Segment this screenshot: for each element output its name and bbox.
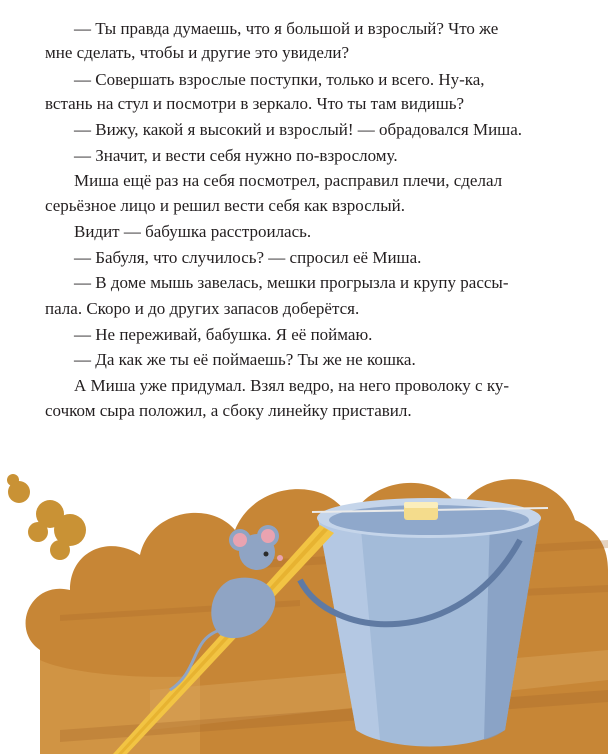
text-line-3: — Совершать взрослые поступки, только и всего. Ну-ка, xyxy=(74,70,485,89)
text-line-5: — Вижу, какой я высокий и взрослый! — обрадовался Миша. xyxy=(74,120,523,139)
text-line-6: — Значит, и вести себя нужно по-взрослому. xyxy=(74,146,398,165)
text-line-16: сочком сыра положил, а сбоку линейку приставил. xyxy=(45,401,412,420)
text-line-2: мне сделать, чтобы и другие это увидели? xyxy=(45,43,350,62)
text-line-14: — Да как же ты её поймаешь? Ты же не кошка. xyxy=(74,350,416,369)
text-line-12: пала. Скоро и до других запасов доберётся. xyxy=(45,299,360,318)
cheese-icon xyxy=(404,502,438,520)
text-line-1: — Ты правда думаешь, что я большой и взрослый? Что же xyxy=(74,19,499,38)
text-line-8: серьёзное лицо и решил вести себя как взрослый. xyxy=(45,196,405,215)
text-line-4: встань на стул и посмотри в зеркало. Что ты там видишь? xyxy=(45,94,465,113)
mouse-trap-illustration xyxy=(0,440,608,754)
text-line-7: Миша ещё раз на себя посмотрел, расправил плечи, сделал xyxy=(74,171,503,190)
text-line-9: Видит — бабушка расстроилась. xyxy=(74,222,312,241)
text-line-13: — Не переживай, бабушка. Я её поймаю. xyxy=(74,325,373,344)
text-line-11: — В доме мышь завелась, мешки прогрызла и крупу рассы- xyxy=(74,273,509,292)
text-line-10: — Бабуля, что случилось? — спросил её Миша. xyxy=(74,248,422,267)
text-line-15: А Миша уже придумал. Взял ведро, на него проволоку с ку- xyxy=(74,376,510,395)
spilled-grain xyxy=(7,474,86,560)
